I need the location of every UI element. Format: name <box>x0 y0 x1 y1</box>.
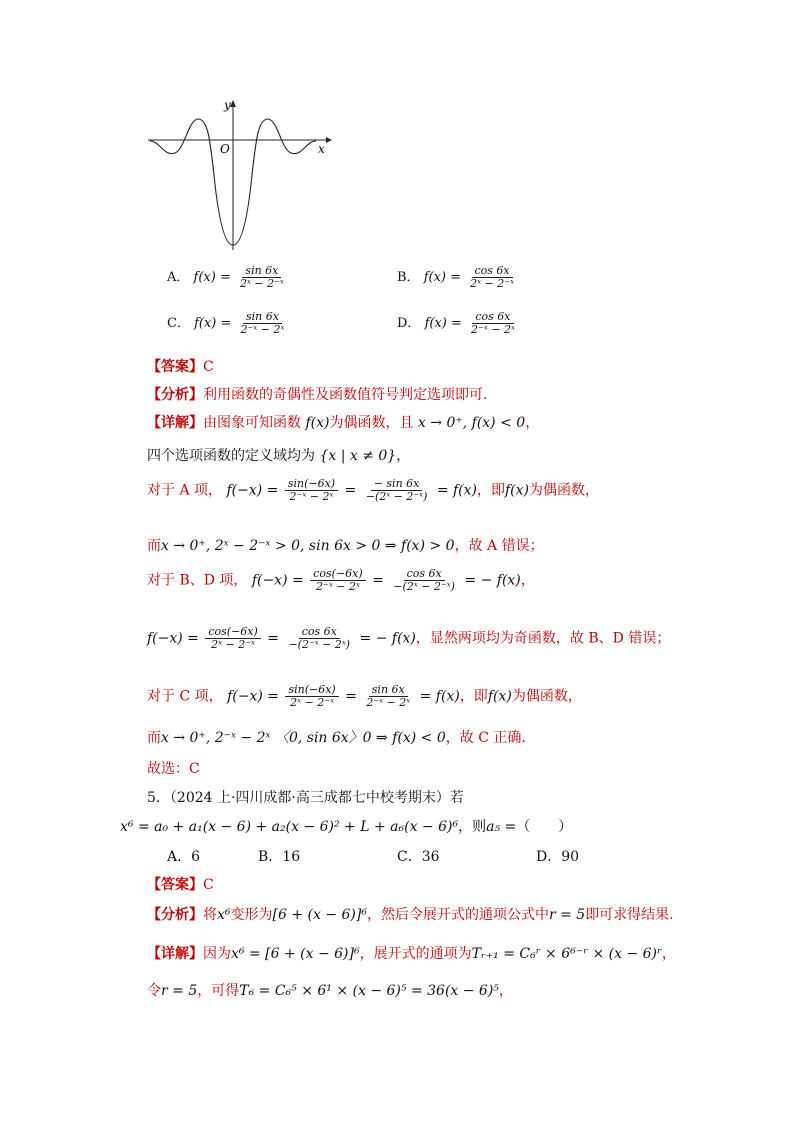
math: = <box>344 482 357 499</box>
analysis-tag: 【分析】 <box>147 907 203 923</box>
math: x → 0⁺, 2ˣ − 2⁻ˣ > 0, sin 6x > 0 ⇒ f(x) > 0 <box>161 538 455 554</box>
answer-value: C <box>203 359 214 375</box>
text: ， <box>396 448 411 464</box>
text: 即可求得结果. <box>585 907 674 923</box>
q5-option-a: A．6 <box>167 849 201 865</box>
q4-option-c <box>167 311 289 336</box>
origin-label: O <box>220 142 230 156</box>
option-lhs: f(x) = <box>193 270 231 286</box>
text: 对于 C 项， <box>147 688 223 705</box>
option-letter: D． <box>397 316 421 332</box>
q5-title: 5．（2024 上·四川成都·高三成都七中校考期末）若 <box>147 790 464 806</box>
option-fraction: $\frac{\sin 6x}{\text{2⁻ˣ − 2ˣ}}$ <box>240 310 285 337</box>
option-lhs: f(x) = <box>194 316 232 332</box>
math: x⁶ = a₀ + a₁(x − 6) + a₂(x − 6)² + L + a₆(x − 6)⁶ <box>120 819 459 835</box>
text: ，故 A 错误； <box>454 538 544 554</box>
q4-analysis <box>147 384 487 404</box>
option-letter: C． <box>167 316 190 332</box>
text: 对于 A 项， <box>147 482 223 499</box>
q5-option-c: C．36 <box>397 849 440 865</box>
math: {x | x ≠ 0} <box>319 448 397 464</box>
text: ，即 <box>477 482 505 499</box>
math: x → 0⁺, 2⁻ˣ − 2ˣ 〈0, sin 6x〉0 ⇒ f(x) < 0 <box>161 730 446 746</box>
fraction: $\frac{\sin 6x}{\text{2⁻ˣ − 2ˣ}}$ <box>366 683 411 710</box>
function-graph <box>140 95 340 260</box>
math: = f(x) <box>436 482 477 499</box>
fraction: $\frac{- \sin 6x}{\text{−(2ˣ − 2⁻ˣ)}}$ <box>365 477 428 504</box>
q4-answer <box>147 356 214 376</box>
math: f(x) <box>487 688 512 705</box>
math: f(−x) = <box>226 482 279 499</box>
q5-option-d: D．90 <box>536 849 580 865</box>
math: f(−x) = <box>147 630 199 647</box>
option-lhs: f(x) = <box>424 316 462 332</box>
text: 而 <box>147 730 161 746</box>
q5-option-b: B．16 <box>258 849 301 865</box>
detail-tag: 【详解】 <box>147 415 203 431</box>
q4-line7 <box>147 684 582 709</box>
math: = <box>345 688 357 705</box>
q5-answer <box>147 874 214 894</box>
fraction: $\frac{\cos(-6x)}{\text{2⁻ˣ − 2ˣ}}$ <box>310 568 365 593</box>
math: T₆ = C₆⁵ × 6¹ × (x − 6)⁵ = 36(x − 6)⁵ <box>239 983 499 999</box>
math: = − f(x) <box>464 572 521 589</box>
math: x⁶ = [6 + (x − 6)]⁶ <box>231 946 360 962</box>
option-fraction: $\frac{\cos 6x}{\text{2ˣ − 2⁻ˣ}}$ <box>470 264 514 291</box>
text: ，展开式的通项为 <box>359 946 472 962</box>
q4-option-a <box>167 265 289 290</box>
text: ， <box>661 946 676 962</box>
math: = f(x) <box>419 688 460 705</box>
q4-line2 <box>147 445 410 465</box>
q4-option-d <box>397 311 520 336</box>
text: ，然后令展开式的通项公式中 <box>366 907 549 923</box>
math: f(−x) = <box>251 572 304 589</box>
answer-value: C <box>203 877 214 893</box>
x-axis-arrow <box>326 137 332 143</box>
q4-line3 <box>147 478 599 503</box>
q5-equation <box>120 816 572 836</box>
math: Tᵣ₊₁ = C₆ʳ × 6⁶⁻ʳ × (x − 6)ʳ <box>471 946 662 962</box>
fraction: $\frac{\sin(-6x)}{\text{2⁻ˣ − 2ˣ}}$ <box>285 478 338 503</box>
math: f(x) <box>305 415 330 431</box>
y-axis-label: y <box>224 98 231 112</box>
fraction: $\frac{\cos(-6x)}{\text{2ˣ − 2⁻ˣ}}$ <box>205 626 260 651</box>
option-fraction: $\frac{\cos 6x}{\text{2⁻ˣ − 2ˣ}}$ <box>471 310 515 337</box>
fraction: $\frac{\cos 6x}{\text{−(2ˣ − 2⁻ˣ)}}$ <box>393 567 455 594</box>
text: 四个选项函数的定义域均为 <box>147 448 315 464</box>
analysis-tag: 【分析】 <box>147 387 203 403</box>
text: 因为 <box>203 946 231 962</box>
fraction: $\frac{\sin(-6x)}{\text{2ˣ − 2⁻ˣ}}$ <box>285 684 338 709</box>
text: 为偶函数， <box>511 688 582 705</box>
math: x⁶ <box>217 907 231 923</box>
math: = <box>267 630 279 647</box>
math: x → 0⁺, f(x) < 0 <box>417 415 526 431</box>
option-letter: B． <box>397 270 420 286</box>
text: ， <box>498 983 513 999</box>
text: ， <box>525 415 540 431</box>
text: 将 <box>203 907 217 923</box>
math: r = 5 <box>548 907 586 923</box>
text: 而 <box>147 538 161 554</box>
answer-tag: 【答案】 <box>147 877 203 893</box>
text: 变形为 <box>230 907 273 923</box>
fraction: $\frac{\cos 6x}{\text{−(2⁻ˣ − 2ˣ)}}$ <box>288 625 351 652</box>
math: r = 5 <box>161 983 198 999</box>
q4-line4 <box>147 535 544 555</box>
q4-final-answer: 故选：C <box>147 761 200 777</box>
text: 令 <box>147 983 161 999</box>
text: ， <box>520 572 535 589</box>
option-fraction: $\frac{\sin 6x}{\text{2ˣ − 2⁻ˣ}}$ <box>239 264 284 291</box>
x-axis-label: x <box>318 142 325 156</box>
text: 由图象可知函数 <box>203 415 301 431</box>
q4-line6 <box>147 626 670 651</box>
text: 为偶函数，且 <box>329 415 414 431</box>
text: ，可得 <box>197 983 240 999</box>
q4-option-b <box>397 265 519 290</box>
text: ，故 C 正确. <box>445 730 526 746</box>
q5-last-line <box>147 980 513 1000</box>
q4-detail-line1 <box>147 412 539 432</box>
math: = <box>372 572 384 589</box>
q4-line5 <box>147 568 535 593</box>
option-letter: A． <box>167 270 190 286</box>
text: ，则 <box>458 819 487 835</box>
analysis-text: 利用函数的奇偶性及函数值符号判定选项即可. <box>203 387 488 403</box>
math: f(−x) = <box>227 688 279 705</box>
text: 为偶函数， <box>529 482 600 499</box>
math: [6 + (x − 6)]⁶ <box>272 907 367 923</box>
answer-tag: 【答案】 <box>147 359 203 375</box>
q5-detail <box>147 943 676 963</box>
detail-tag: 【详解】 <box>147 946 203 962</box>
text: ，即 <box>459 688 488 705</box>
text: （ ） <box>516 819 573 835</box>
y-axis-arrow <box>230 100 236 107</box>
q5-analysis <box>147 904 674 924</box>
math: f(x) <box>505 482 530 499</box>
text: 对于 B、D 项， <box>147 572 248 589</box>
option-lhs: f(x) = <box>423 270 462 286</box>
text: ，显然两项均为奇函数，故 B、D 错误； <box>415 630 671 647</box>
math: a₅ = <box>486 819 517 835</box>
math: = − f(x) <box>359 630 416 647</box>
q4-line8 <box>147 727 526 747</box>
